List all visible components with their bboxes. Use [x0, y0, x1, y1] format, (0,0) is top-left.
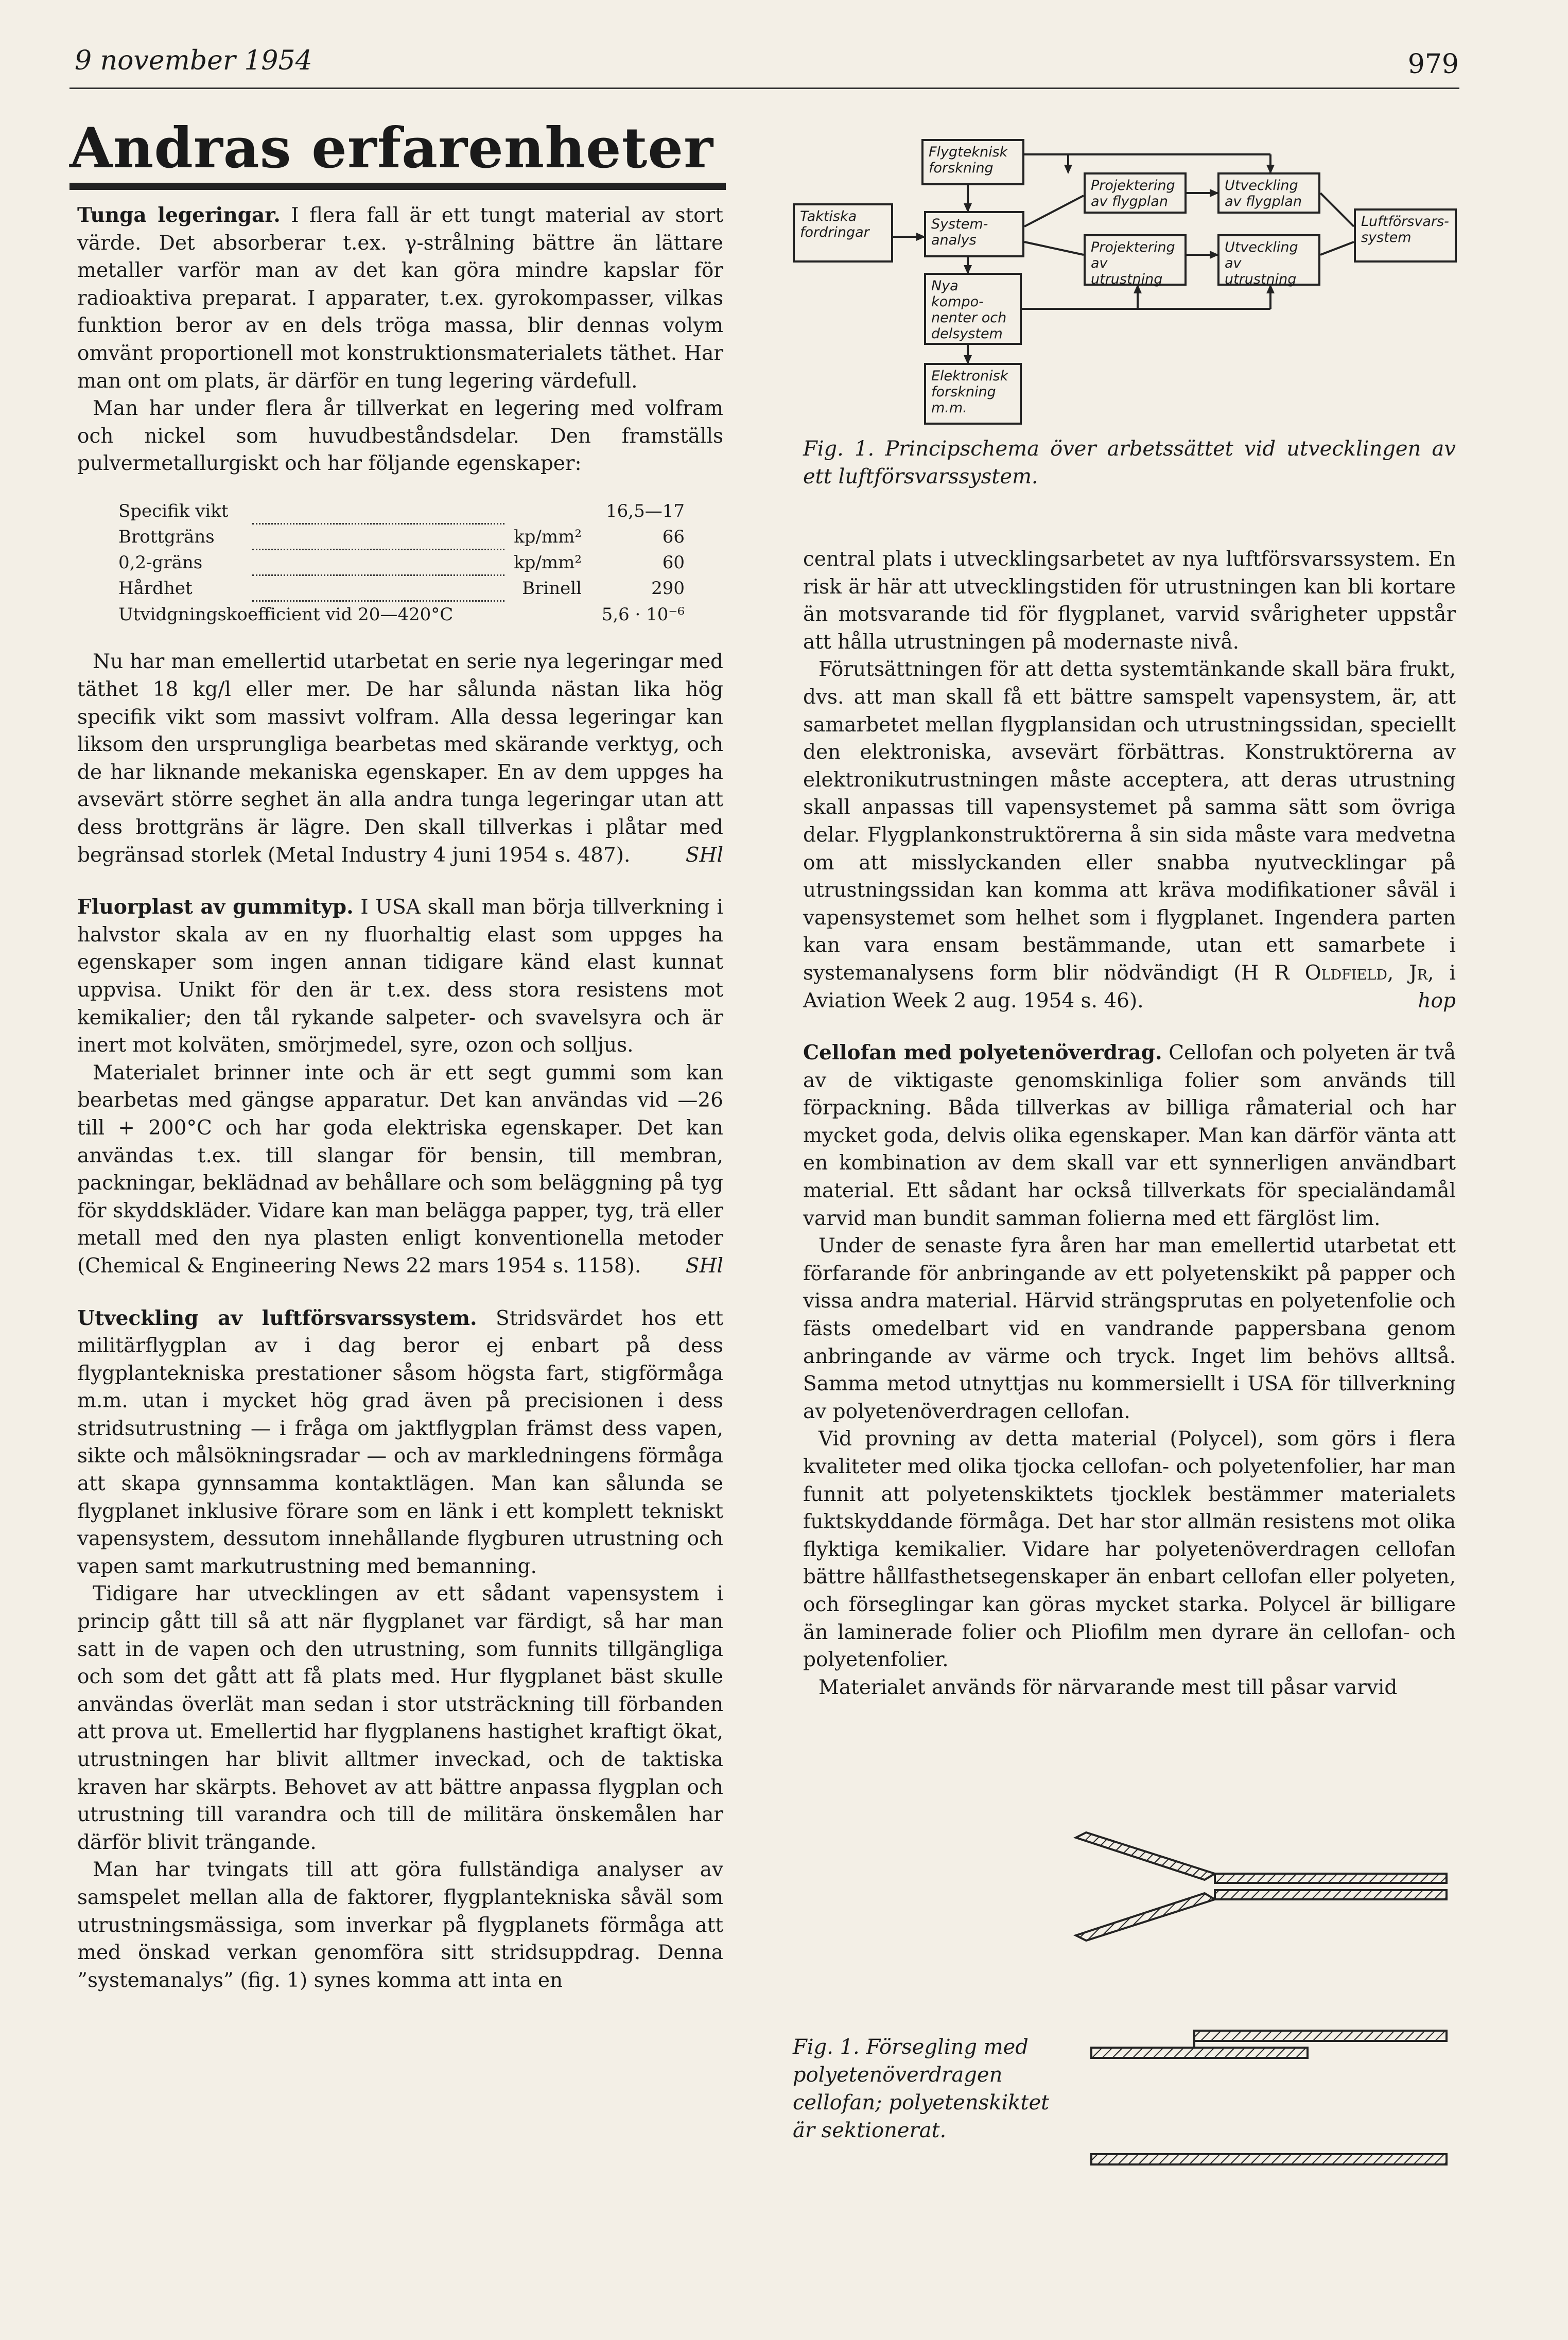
author-signature: SHl — [685, 1254, 723, 1278]
article-heading: Fluorplast av gummityp. — [77, 895, 354, 919]
spec-value: 16,5—17 — [606, 500, 685, 521]
box-luftforsvarssystem: Luftförsvars-system — [1354, 208, 1457, 263]
author-name: Oldfield, Jr — [1304, 961, 1428, 985]
spec-unit: kp/mm² — [514, 526, 582, 547]
page-number: 979 — [1407, 49, 1459, 80]
header-date: 9 november 1954 — [75, 45, 312, 76]
spec-value: 290 — [651, 578, 685, 599]
seal-upper-layer — [1194, 2031, 1447, 2041]
film-joined-upper — [1215, 1874, 1447, 1883]
spec-label: Hårdhet — [118, 578, 193, 599]
figure-caption: Fig. 1. Principschema över arbetssättet vid utvecklingen av ett luftförsvarssystem. — [803, 437, 1456, 488]
seal-lower-layer — [1091, 2048, 1308, 2058]
film-lower-branch — [1076, 1893, 1215, 1941]
paragraph-text: , i Aviation Week 2 aug. 1954 s. 46). — [803, 961, 1456, 1012]
paragraph: central plats i utvecklingsarbetet av nya luftförsvarssystem. En risk är här att utvecklingstiden för utrustningen kan bli kortare än motsvarande tid för flygplanet, varvid svårigheter uppstår att hålla utrustningen på modernaste nivå. — [803, 548, 1456, 654]
box-utveckling-flygplan: Utveckling av flygplan — [1217, 172, 1320, 214]
paragraph: Man har under flera år tillverkat en legering med volfram och nickel som huvudbeståndsdelar. Den framställs pulvermetallurgiskt och har följande egenskaper: — [77, 397, 723, 476]
paragraph: Vid provning av detta material (Polycel), som görs i flera kvaliteter med olika tjocka cellofan- och polyetenfolier, har man funnit att polyetenskiktets tjocklek bestämmer materialets fuktskyddande förmåga. Det har stor allmän resistens mot olika flyktiga kemikalier. Vidare har polyetenöverdragen cellofan bättre hållfasthetsegenskaper än enbart cellofan eller polyeten, och förseglingar kan göras mycket starka. Polycel är billigare än laminerade folier och Pliofilm men dyrare än cellofan- och polyetenfolier. — [803, 1427, 1456, 1672]
box-flygteknisk-forskning: Flygteknisk forskning — [921, 139, 1024, 185]
spec-label: 0,2-gräns — [118, 552, 203, 573]
author-signature: hop — [1418, 989, 1456, 1012]
paragraph: Under de senaste fyra åren har man emellertid utarbetat ett förfarande för anbringande av ett polyetenskikt på papper och vissa andra material. Härvid strängsprutas en polyetenfolie och fästs omedelbart vid en vandrande pappersbana genom anbringande av värme och tryck. Inget lim behövs alltså. Samma metod utnyttjas nu kommersiellt i USA för tillverkning av polyetenöverdragen cellofan. — [803, 1234, 1456, 1423]
paragraph: Man har tvingats till att göra fullständiga analyser av samspelet mellan alla de faktorer, flygplantekniska såväl som utrustningsmässiga, som inverkar på flygplanets förmåga att med önskad verkan genomföra sitt stridsuppdrag. Denna ”systemanalys” (fig. 1) synes komma att inta en — [77, 1858, 723, 1992]
film-upper-branch — [1076, 1832, 1215, 1880]
spec-unit: kp/mm² — [514, 552, 582, 573]
paragraph-text: I USA skall man börja tillverkning i halvstor skala av en ny fluorhaltig elast som uppges ha egenskaper som ingen annan tidigare känd elast kunnat uppvisa. Unikt för den är t.ex. dess stora resistens mot kemikalier; den tål rykande salpeter- och svavelsyra och är inert mot kolväten, smörjmedel, syre, ozon och solljus. — [77, 896, 723, 1057]
paragraph-text: Nu har man emellertid utarbetat en serie nya legeringar med täthet 18 kg/l eller mer. De har sålunda nästan lika hög specifik vikt som massivt volfram. Alla dessa legeringar kan liksom den ursprungliga bearbetas med skärande verktyg, och de har liknande mekaniska egenskaper. En av dem uppges ha avsevärt större seghet än alla andra tunga legeringar utan att dess brottgräns är lägre. Den skall tillverkas i plåtar med begränsad storlek (Metal Industry 4 juni 1954 s. 487). — [77, 650, 723, 867]
spec-unit: Brinell — [522, 578, 582, 599]
box-nya-komponenter: Nya kompo-nenter och delsystem — [924, 273, 1022, 345]
box-elektronisk-forskning: Elektronisk forskning m.m. — [924, 363, 1022, 425]
paragraph-text: Cellofan och polyeten är två av de viktigaste genomskinliga folier som används till förpackning. Båda tillverkas av billiga råmaterial och har mycket goda, delvis olika egenskaper. Man kan därför vänta att en kombination av dem skall var ett synnerligen användbart material. Ett sådant har också tillverkats för specialändamål varvid man bundit samman folierna med ett färglöst lim. — [803, 1041, 1456, 1230]
spec-label: Utvidgningskoefficient vid 20—420°C — [118, 604, 454, 625]
box-systemanalys: System-analys — [924, 211, 1024, 257]
paragraph-text: Stridsvärdet hos ett militärflygplan av i dag beror ej enbart på dess flygplantekniska prestationer såsom högsta fart, stigförmåga m.m. utan i mycket hög grad även på precisionen i dess stridsutrustning — i fråga om jaktflygplan främst dess vapen, sikte och målsökningsradar — och av markledningens förmåga att skapa gynnsamma kontaktlägen. Man kan sålunda se flygplanet inklusive förare som en länk i ett komplett tekniskt vapensystem, dessutom innehållande flygburen utrustning och vapen samt markutrustning med bemanning. — [77, 1306, 724, 1578]
film-joined-lower — [1215, 1890, 1447, 1899]
box-taktiska-fordringar: Taktiska fordringar — [793, 203, 893, 263]
spec-label: Brottgräns — [118, 526, 215, 547]
box-projektering-utrustning: Projektering av utrustning — [1084, 234, 1187, 286]
spec-value: 60 — [662, 552, 685, 573]
paragraph-text: Förutsättningen för att detta systemtänkande skall bära frukt, dvs. att man skall få ett bättre samspelt vapensystem, är, att samarbetet mellan flygplansidan och utrustningssidan, speciellt den elektroniska, avsevärt förbättras. Konstruktörerna av elektronikutrustningen måste acceptera, att deras utrustning skall anpassas till vapensystemet på samma sätt som övriga delar. Flygplankonstruktörerna å sin sida måste vara medvetna om att misslyckanden eller snabba nyutvecklingar på utrustningssidan kan komma att kräva modifikationer såväl i vapensystemet som helhet som i flygplanet. Ingendera parten kan vara ensam bestämmande, utan ett samarbete i systemanalysens form blir nödvändigt (H R — [803, 658, 1456, 985]
paragraph: Materialet används för närvarande mest till påsar varvid — [818, 1675, 1398, 1699]
article-heading: Utveckling av luftförsvarssystem. — [77, 1306, 477, 1330]
section-title: Andras erfarenheter — [69, 116, 714, 181]
article-heading: Cellofan med polyetenöverdrag. — [803, 1041, 1162, 1065]
film-single — [1091, 2154, 1447, 2164]
spec-label: Specifik vikt — [118, 500, 229, 521]
paragraph: Tidigare har utvecklingen av ett sådant vapensystem i princip gått till så att när flygplanet var färdigt, så har man satt in de vapen och den utrustning, som funnits tillgängliga och som det gått att få plats med. Hur flygplanet bäst skulle användas överlät man sedan i stor utsträckning till förbanden att prova ut. Emellertid har flygplanens hastighet kraftigt ökat, utrustningen har blivit alltmer inveckad, och de taktiska kraven har skärpts. Behovet av att bättre anpassa flygplan och utrustning till varandra och till de militära önskemålen har därför blivit trängande. — [77, 1582, 723, 1854]
spec-value: 5,6 · 10⁻⁶ — [601, 604, 685, 625]
spec-value: 66 — [662, 526, 685, 547]
box-utveckling-utrustning: Utveckling av utrustning — [1217, 234, 1320, 286]
figure-caption: Fig. 1. Försegling med polyetenöverdragen cellofan; polyetenskiktet är sektionerat. — [793, 2035, 1050, 2142]
article-heading: Tunga legeringar. — [77, 203, 281, 227]
author-signature: SHl — [685, 843, 723, 867]
paragraph-text: Materialet brinner inte och är ett segt gummi som kan bearbetas med gängse apparatur. Det kan användas vid —26 till + 200°C och har goda elektriska egenskaper. Det kan användas t.ex. till slangar för bensin, till membran, packningar, beklädnad av behållare och som beläggning på tyg för skyddskläder. Vidare kan man belägga papper, tyg, trä eller metall med den nya plasten enligt konventionella metoder (Chemical & Engineering News 22 mars 1954 s. 1158). — [77, 1061, 723, 1278]
paragraph-text: I flera fall är ett tungt material av stort värde. Det absorberar t.ex. γ-strålning bättre än lättare metaller varför man av det kan göra mindre kapslar för radioaktiva preparat. I apparater, t.ex. gyrokompasser, vilkas funktion beror av en dels tröga massa, blir dennas volym omvänt proportionell mot konstruktionsmaterialets täthet. Har man ont om plats, är därför en tung legering värdefull. — [77, 204, 723, 393]
box-projektering-flygplan: Projektering av flygplan — [1084, 172, 1187, 214]
